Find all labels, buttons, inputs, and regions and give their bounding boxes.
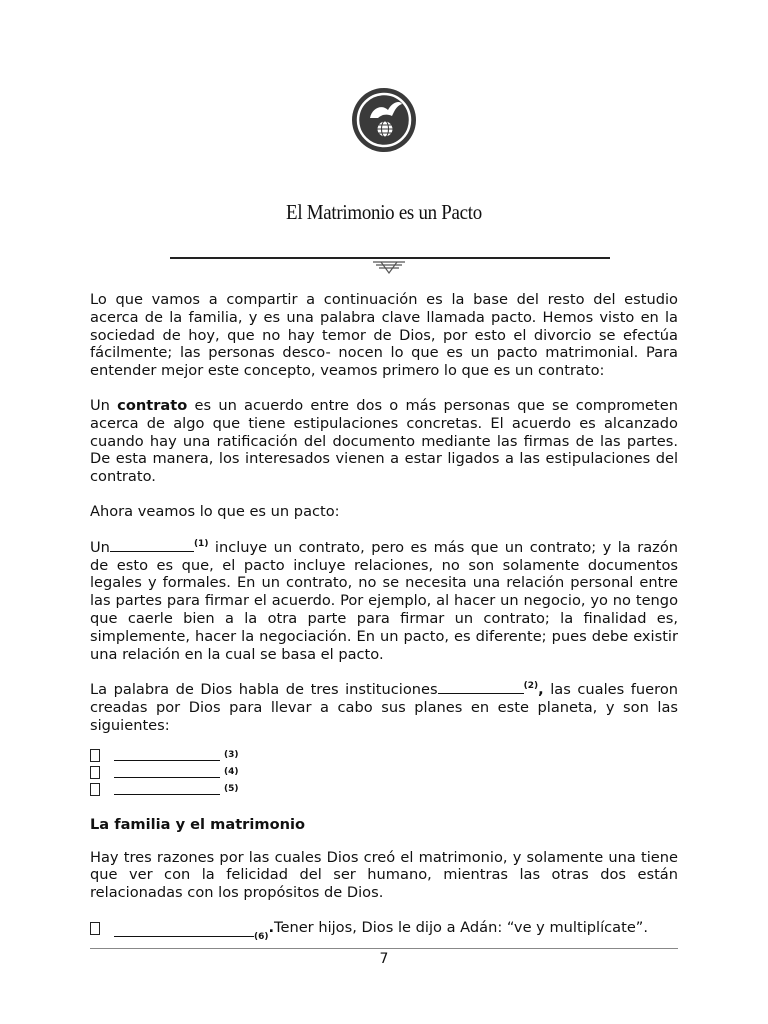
- fill-blank-5[interactable]: [114, 784, 220, 795]
- paragraph-intro: Lo que vamos a compartir a continuación es la base del resto del estudio acerca de la familia, y es una palabra clave llamada pacto. Hemos visto en la sociedad de hoy, que no hay temor de Dios, por esto el divorcio se efectúa fácilmente; las personas desco- nocen lo que es un pacto matrimonial. Para entender mejor este concepto, veamos primero lo que es un contrato:: [90, 291, 678, 380]
- institutions-list: [90, 747, 678, 798]
- chevron-ornament-icon: [371, 256, 407, 280]
- footer-divider: [90, 948, 678, 949]
- footnote-ref: (2): [523, 681, 539, 692]
- checkbox-icon: [90, 783, 100, 796]
- paragraph-razones: Hay tres razones por las cuales Dios creó el matrimonio, y solamente una tiene que ver con la felicidad del ser humano, mientras las otras dos están relacionadas con los propósitos de Dios.: [90, 848, 678, 902]
- paragraph-contrato: Un contrato es un acuerdo entre dos o más personas que se comprometen acerca de algo que tiene estipulaciones concretas. El acuerdo es alcanzado cuando hay una ratificación del documento mediante las firmas de las partes. De esta manera, los interesados vienen a estar ligados a las estipulaciones del contrato.: [90, 396, 678, 486]
- checkbox-icon: [90, 922, 100, 935]
- fill-blank-1[interactable]: [110, 538, 194, 552]
- checkbox-icon: [90, 766, 100, 779]
- page-number: 7: [379, 951, 389, 967]
- fill-blank-4[interactable]: [114, 767, 220, 778]
- paragraph-pacto-intro: Ahora veamos lo que es un pacto:: [90, 502, 340, 520]
- fill-blank-3[interactable]: [114, 750, 220, 761]
- paragraph-pacto: Un $^{(1)}$ incluye un contrato, pero es más que un contrato; y la razón de esto es que, el pacto incluye relaciones, no son solamente documentos legales y formales. En un contrato, no se necesita una relación personal entre las partes para firmar el acuerdo. Por ejemplo, al hacer un negocio, yo no tengo que caerle bien a la otra parte para firmar un contrato; la finalidad es, simplemente, hacer la negociación. En un pacto, es diferente; pues debe existir una relación en la cual se basa el pacto.: [90, 538, 678, 663]
- list-item: (3): [90, 747, 678, 764]
- contrato-term: contrato: [117, 396, 188, 414]
- paragraph-instituciones: La palabra de Dios habla de tres instituciones $^{(2)}$, las cuales fueron creadas por Dios para llevar a cabo sus planes en este planeta, y son las siguientes:: [90, 681, 678, 734]
- list-item: (5): [90, 781, 678, 798]
- fill-blank-2[interactable]: [438, 680, 524, 694]
- document-body: [90, 291, 678, 942]
- list-item: (4): [90, 764, 678, 781]
- footnote-ref: (1): [193, 538, 209, 549]
- fill-blank-6[interactable]: [114, 923, 254, 937]
- dove-globe-logo-icon: [352, 88, 416, 152]
- section-heading: La familia y el matrimonio: [90, 815, 306, 833]
- list-item-reason-1: (6) . Tener hijos, Dios le dijo a Adán: “ve y multiplícate”.: [90, 919, 678, 937]
- checkbox-icon: [90, 749, 100, 762]
- page-title: El Matrimonio es un Pacto: [286, 200, 482, 224]
